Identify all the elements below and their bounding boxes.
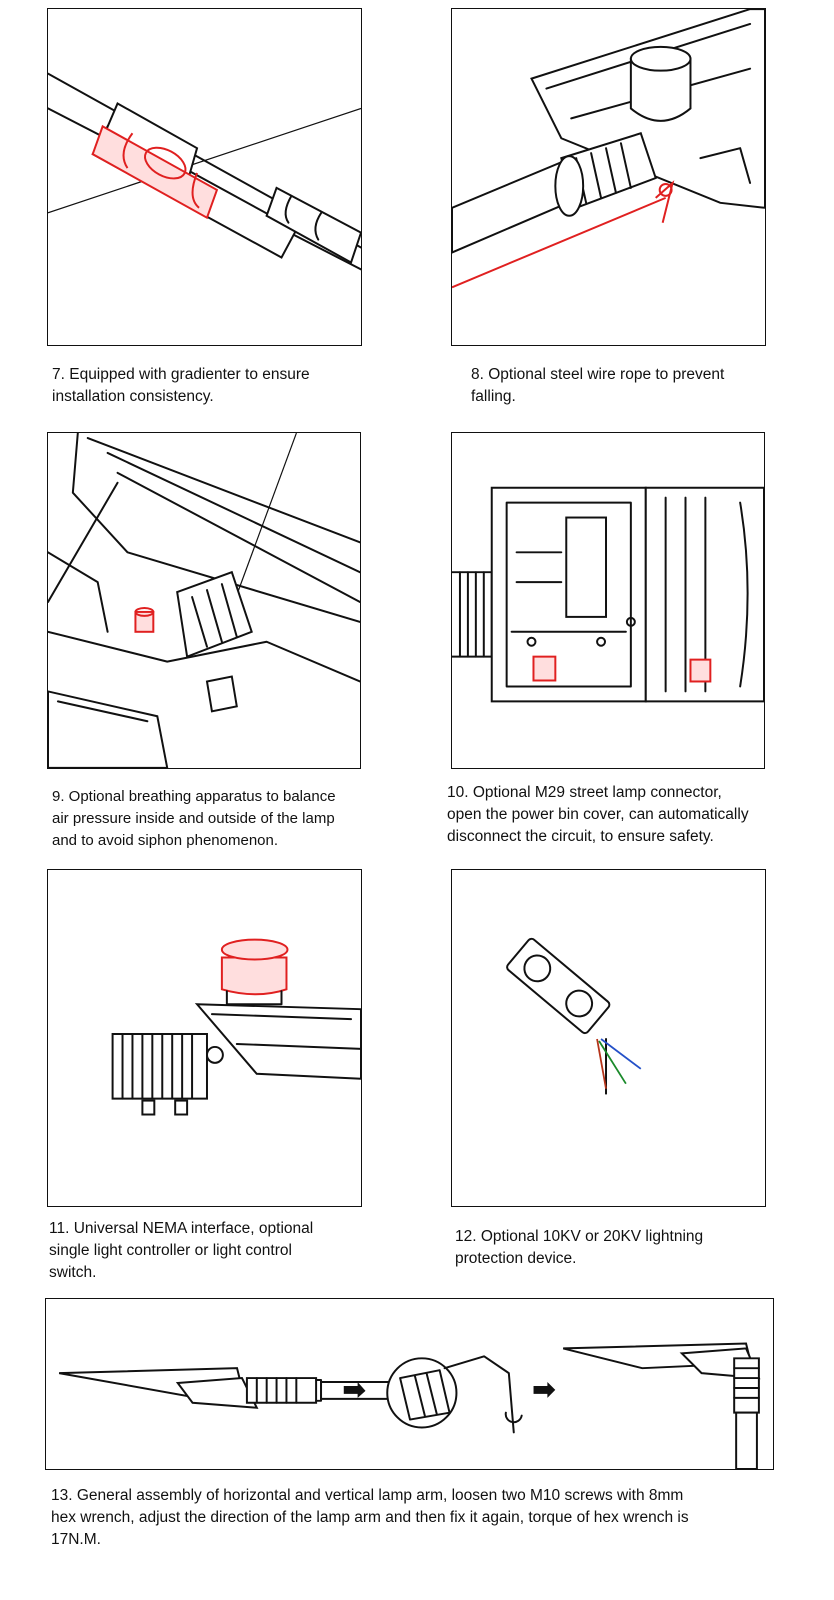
lightning-protection-drawing xyxy=(452,870,765,1206)
m29-connector-illustration xyxy=(451,432,765,769)
m29-connector-drawing xyxy=(452,433,764,768)
steel-wire-rope-illustration xyxy=(451,8,766,346)
assembly-drawing xyxy=(46,1299,773,1469)
lamp-arm-assembly-illustration xyxy=(45,1298,774,1470)
caption-lightning-protection: 12. Optional 10KV or 20KV lightning protection device. xyxy=(455,1228,704,1267)
caption-breathing-apparatus: 9. Optional breathing apparatus to balance air pressure inside and outside of the lamp and to avoid siphon phenomenon. xyxy=(52,788,336,849)
caption-nema-interface: 11. Universal NEMA interface, optional single light controller or light control switch. xyxy=(49,1220,314,1281)
steel-wire-rope-drawing xyxy=(452,9,765,345)
breathing-apparatus-illustration xyxy=(47,432,361,769)
lightning-protection-illustration xyxy=(451,869,766,1207)
caption-m29-connector: 10. Optional M29 street lamp connector, open the power bin cover, can automatically disconnect the circuit, to ensure safety. xyxy=(447,784,749,845)
caption-gradienter: 7. Equipped with gradienter to ensure installation consistency. xyxy=(52,366,310,405)
caption-steel-wire-rope: 8. Optional steel wire rope to prevent falling. xyxy=(471,366,725,405)
gradienter-drawing xyxy=(48,9,361,345)
caption-lamp-arm-assembly: 13. General assembly of horizontal and vertical lamp arm, loosen two M10 screws with 8mm hex wrench, adjust the direction of the lamp arm and then fix it again, torque of hex wrench is 17N.M. xyxy=(51,1487,689,1548)
gradienter-illustration xyxy=(47,8,362,346)
nema-interface-illustration xyxy=(47,869,362,1207)
breathing-apparatus-drawing xyxy=(48,433,360,768)
nema-interface-drawing xyxy=(48,870,361,1206)
